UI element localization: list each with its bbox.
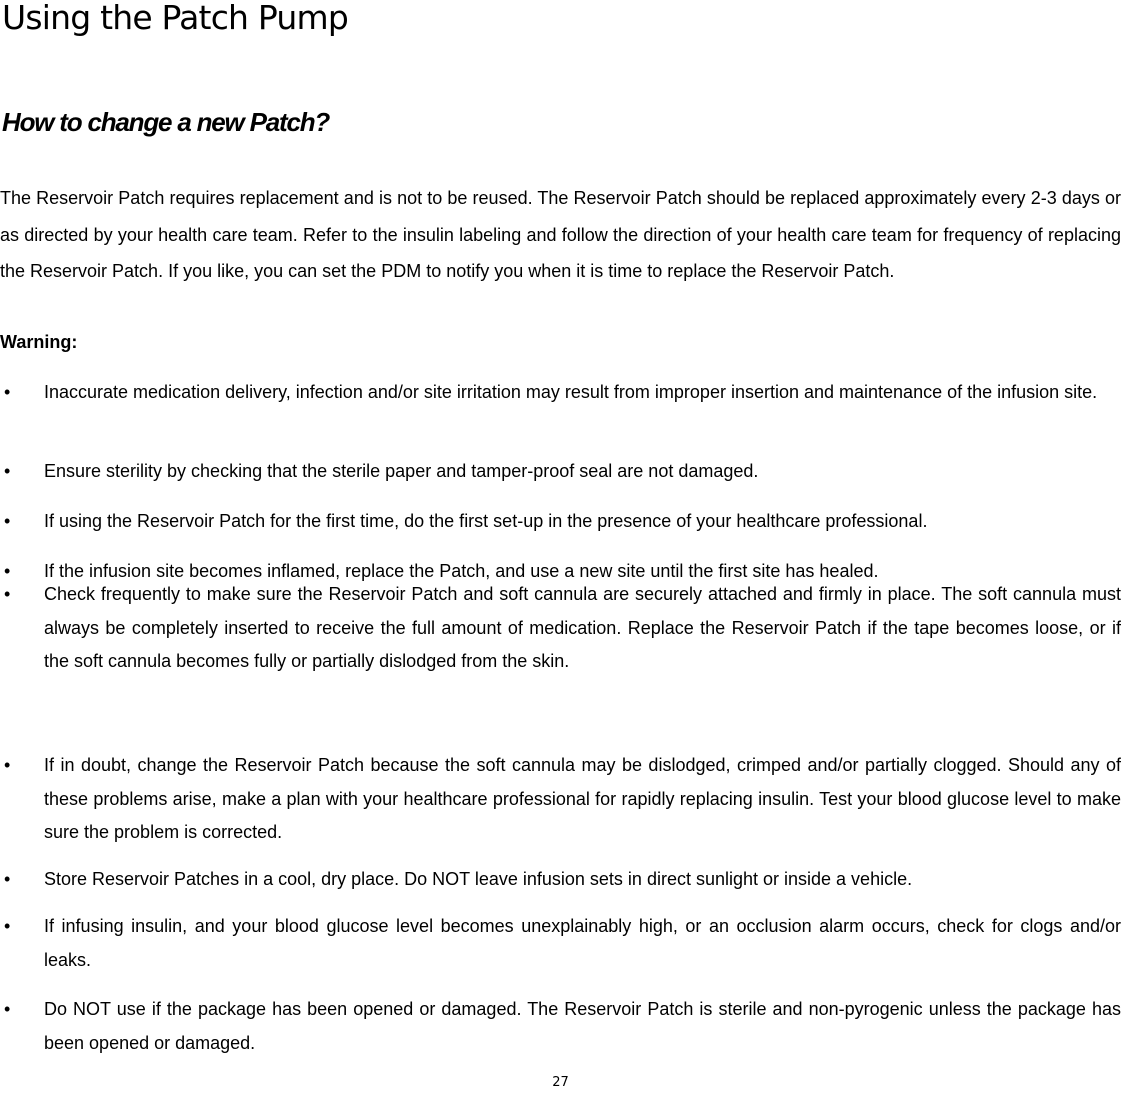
- bullet-icon: •: [4, 561, 11, 581]
- warning-item: [0, 455, 1121, 489]
- warning-text: Do NOT use if the package has been opened or damaged. The Reservoir Patch is sterile and non-pyrogenic unless the package has been opened or damaged.: [44, 999, 1121, 1053]
- page-title: Using the Patch Pump: [2, 0, 348, 37]
- warning-item: [0, 749, 1121, 850]
- section-heading: How to change a new Patch?: [2, 107, 330, 137]
- warning-text: Check frequently to make sure the Reservoir Patch and soft cannula are securely attached and firmly in place. The soft cannula must always be completely inserted to receive the full amount of medication. Replace the Reservoir Patch if the tape becomes loose, or if the soft cannula becomes fully or partially dislodged from the skin.: [44, 584, 1121, 671]
- warning-item: [0, 993, 1121, 1060]
- warning-item: [0, 910, 1121, 977]
- bullet-icon: •: [4, 755, 11, 775]
- warning-item: [0, 376, 1121, 410]
- bullet-icon: •: [4, 869, 11, 889]
- bullet-icon: •: [4, 461, 11, 481]
- bullet-icon: •: [4, 999, 11, 1019]
- bullet-icon: •: [4, 916, 11, 936]
- warning-text: If infusing insulin, and your blood glucose level becomes unexplainably high, or an occlusion alarm occurs, check for clogs and/or leaks.: [44, 916, 1121, 970]
- bullet-icon: •: [4, 382, 11, 402]
- warning-item: [0, 578, 1121, 679]
- warning-text: If the infusion site becomes inflamed, replace the Patch, and use a new site until the first site has healed.: [44, 561, 879, 581]
- warning-text: Inaccurate medication delivery, infection and/or site irritation may result from improper insertion and maintenance of the infusion site.: [44, 382, 1098, 402]
- bullet-icon: •: [4, 511, 11, 531]
- page-number: 27: [552, 1075, 569, 1090]
- warning-text: If using the Reservoir Patch for the first time, do the first set-up in the presence of your healthcare professional.: [44, 511, 928, 531]
- warning-text: If in doubt, change the Reservoir Patch because the soft cannula may be dislodged, crimped and/or partially clogged. Should any of these problems arise, make a plan with your healthcare professional for rapidly replacing insulin. Test your blood glucose level to make sure the problem is corrected.: [44, 755, 1121, 842]
- bullet-icon: •: [4, 584, 11, 604]
- warning-label: Warning:: [0, 332, 78, 352]
- warning-text: Store Reservoir Patches in a cool, dry place. Do NOT leave infusion sets in direct sunlight or inside a vehicle.: [44, 869, 913, 889]
- warning-text: Ensure sterility by checking that the sterile paper and tamper-proof seal are not damaged.: [44, 461, 759, 481]
- intro-paragraph: The Reservoir Patch requires replacement and is not to be reused. The Reservoir Patch should be replaced approximately every 2-3 days or as directed by your health care team. Refer to the insulin labeling and follow the direction of your health care team for frequency of replacing the Reservoir Patch. If you like, you can set the PDM to notify you when it is time to replace the Reservoir Patch.: [0, 188, 1121, 282]
- warning-item: [0, 863, 1121, 897]
- warning-item: [0, 505, 1121, 539]
